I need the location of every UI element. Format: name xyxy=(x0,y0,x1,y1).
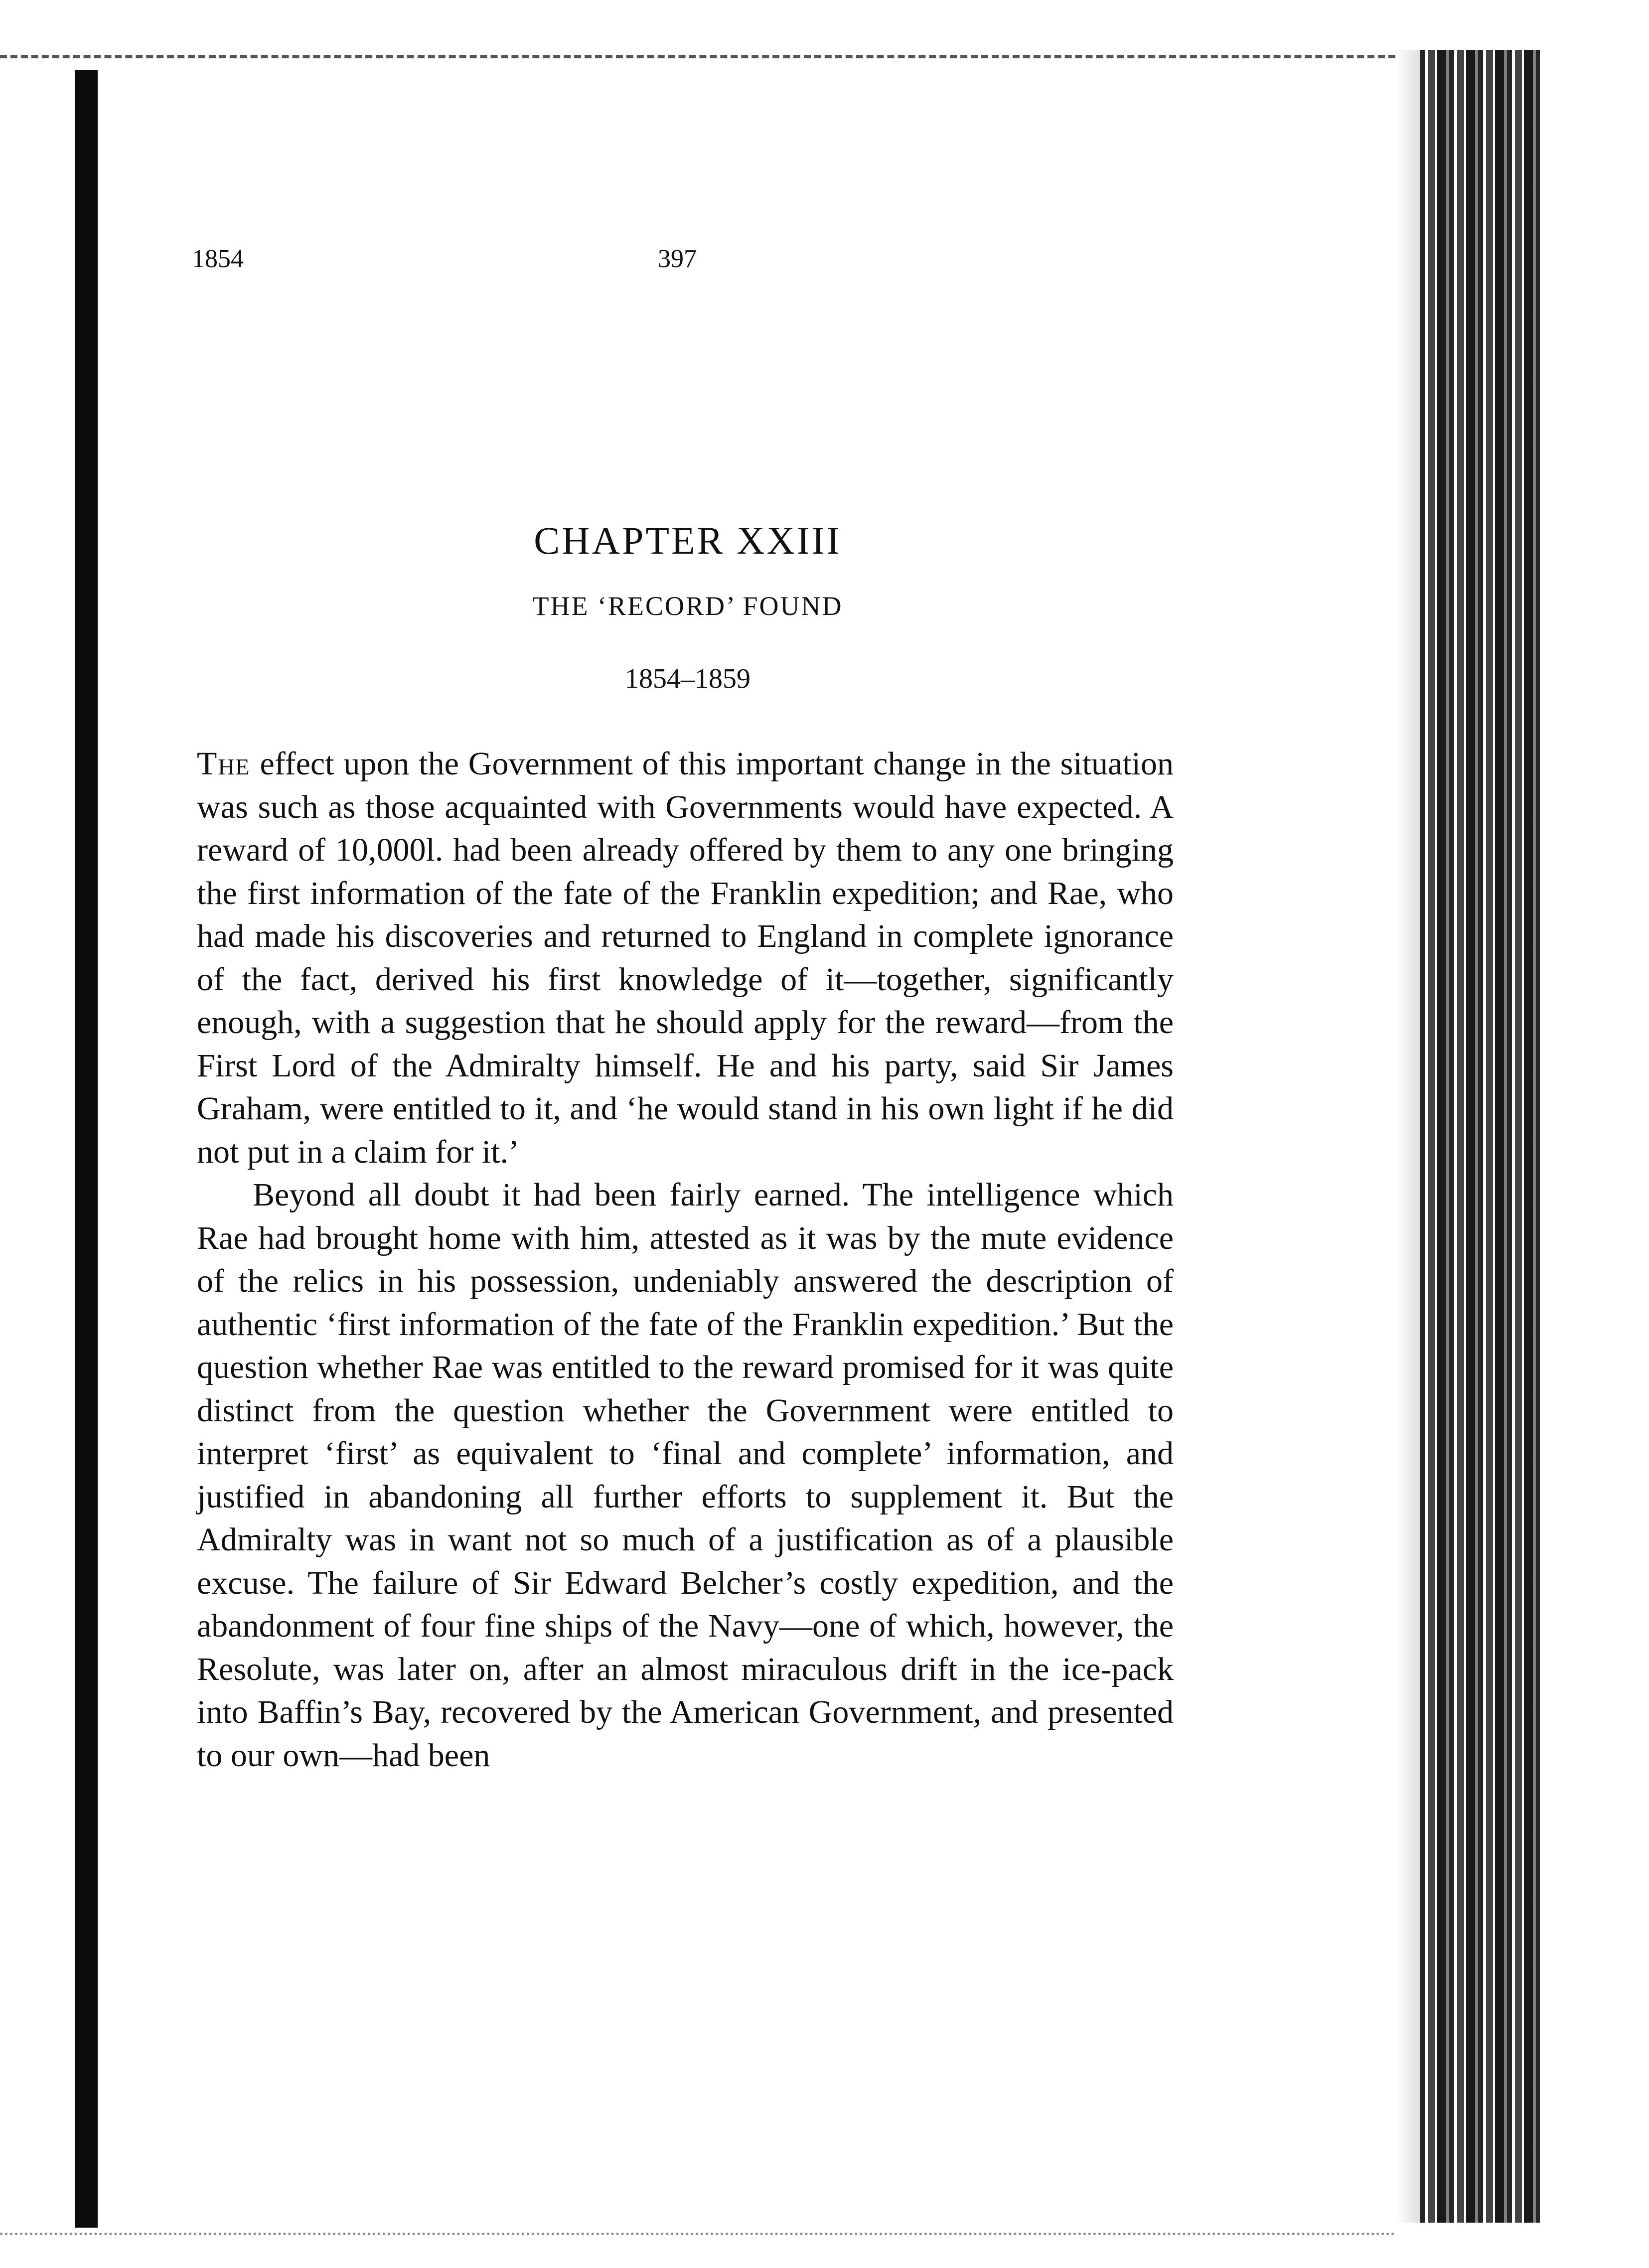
scan-left-binding-shadow xyxy=(75,70,98,2228)
running-header xyxy=(192,244,715,284)
page-number: 397 xyxy=(658,245,697,273)
scan-top-artifact xyxy=(0,55,1395,58)
chapter-title: CHAPTER XXIII xyxy=(534,519,842,562)
paragraph-1 xyxy=(197,743,1174,1174)
paragraph-1-lead: The xyxy=(197,746,251,782)
paragraph-1-text: effect upon the Government of this important change in the situation was such as those acquainted with Governments would have expected. A reward of 10,000l. had been already offered by them to any one bringing the first information of the fate of the Franklin expedition; and Rae, who had made his discoveries and returned to England in complete ignorance of the fact, derived his first knowledge of it—together, significantly enough, with a suggestion that he should apply for the reward—from the First Lord of the Admiralty himself. He and his party, said Sir James Graham, were entitled to it, and ‘he would stand in his own light if he did not put in a claim for it.’ xyxy=(197,746,1174,1170)
paragraph-2: Beyond all doubt it had been fairly earned. The intelligence which Rae had brought home with him, attested as it was by the mute evidence of the relics in his possession, undeniably answered the description of authentic ‘first information of the fate of the Franklin expedition.’ But the question whether Rae was entitled to the reward promised for it was quite distinct from the question whether the Government were entitled to interpret ‘first’ as equivalent to ‘final and complete’ information, and justified in abandoning all further efforts to supplement it. But the Admiralty was in want not so much of a justification as of a plausible excuse. The failure of Sir Edward Belcher’s costly expedition, and the abandonment of four fine ships of the Navy—one of which, however, the Resolute, was later on, after an almost miraculous drift in the ice-pack into Baffin’s Bay, recovered by the American Government, and presented to our own—had been xyxy=(197,1177,1174,1774)
header-year: 1854 xyxy=(192,245,244,273)
scan-bottom-artifact xyxy=(0,2233,1395,2235)
body-text xyxy=(197,743,1174,1777)
chapter-subtitle: THE ‘RECORD’ FOUND xyxy=(532,591,843,621)
chapter-years: 1854–1859 xyxy=(625,663,750,694)
scan-right-page-edges xyxy=(1420,50,1540,2223)
